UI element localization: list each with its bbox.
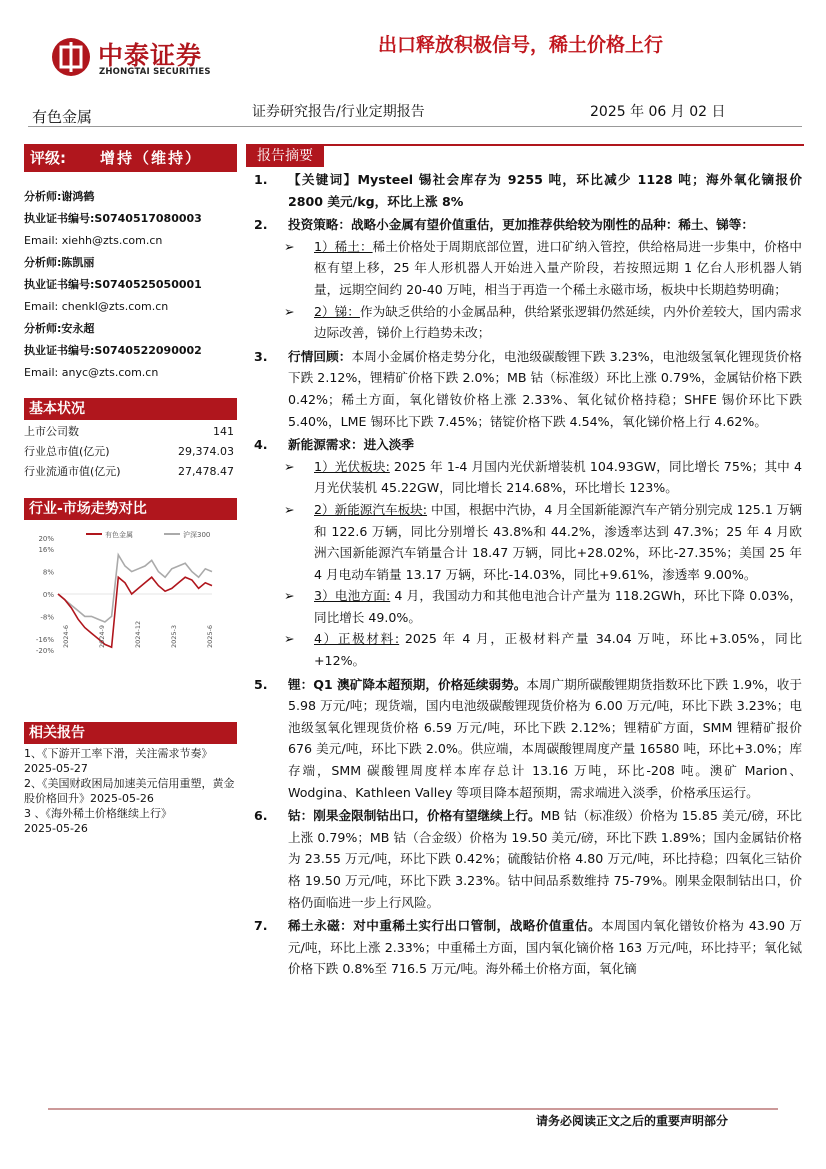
summary-item: 3. 行情回顾：本周小金属价格走势分化，电池级碳酸锂下跌 3.23%，电池级氢氧化锂现货价格下跌 2.12%，锂精矿价格下跌 2.0%；MB 钴（标准级）环比上涨 0.79%，金属钴价格下跌 0.42%；稀土方面，氧化镨钕价格上涨 2.33%、氧化铽价格持稳；SHFE 锡价环比下跌 5.40%，LME 锡环比下跌 7.45%；锗锭价格下跌 4.54%，氧化锑价格上行 4.62%。 bbox=[254, 348, 802, 429]
y-tick-label: 16% bbox=[38, 546, 54, 555]
sub-item: ➢ 2）锑：作为缺乏供给的小金属品种，供给紧张逻辑仍然延续，内外价差较大，国内需求边际改善，锑价上行趋势未改； bbox=[284, 301, 802, 344]
analyst-cert: 执业证书编号:S0740522090002 bbox=[24, 344, 202, 357]
list-item[interactable]: 2、《美国财政困局加速美元信用重塑，黄金股价格回升》2025-05-26 bbox=[24, 777, 235, 805]
analyst-email: Email: xiehh@zts.com.cn bbox=[24, 234, 163, 247]
table-row: 上市公司数 141 bbox=[24, 425, 234, 438]
summary-item: 2. 投资策略：战略小金属有望价值重估，更加推荐供给较为刚性的品种：稀土、锑等： bbox=[254, 214, 802, 236]
x-tick-label: 2025-3 bbox=[170, 624, 178, 648]
related-list bbox=[24, 746, 237, 836]
analyst-cert: 执业证书编号:S0740517080003 bbox=[24, 212, 202, 225]
y-tick-label: 20% bbox=[38, 535, 54, 543]
summary-header-line bbox=[246, 144, 804, 170]
table-row: 行业流通市值(亿元) 27,478.47 bbox=[24, 465, 234, 478]
summary-item: 7. 稀土永磁：对中重稀土实行出口管制，战略价值重估。本周国内氧化镨钕价格为 43.90 万元/吨，环比上涨 2.33%；中重稀土方面，国内氧化镝价格 163 万元/吨，环比持平；氧化铽价格下跌 0.8%至 716.5 万元/吨。海外稀土价格方面，氧化镝 bbox=[254, 918, 803, 977]
sub-item: ➢ 1）稀土：稀土价格处于周期底部位置，进口矿纳入管控，供给格局进一步集中，价格中枢有望上移，25 年人形机器人开始进入量产阶段，若按照远期 1 亿台人形机器人销量，远期空间约 20-40 万吨，相当于再造一个稀土永磁市场，板块中长期趋势明确； bbox=[284, 236, 802, 301]
sub-item: ➢ 3）电池方面: 4 月，我国动力和其他电池合计产量为 118.2GWh，环比下降 0.03%，同比增长 49.0%。 bbox=[284, 585, 802, 628]
keywords-text: 【关键词】Mysteel 锡社会库存为 9255 吨，环比减少 1128 吨；海外氧化镝报价 2800 美元/kg，环比上涨 8% bbox=[288, 172, 802, 209]
legend-label: 沪深300 bbox=[183, 531, 211, 539]
trend-title: 行业-市场走势对比 bbox=[24, 498, 237, 520]
trend-chart-svg bbox=[24, 530, 237, 680]
list-item[interactable]: 1、《下游开工率下滑，关注需求节奏》 bbox=[24, 747, 213, 760]
sidebar bbox=[24, 144, 237, 836]
header-divider bbox=[28, 126, 802, 127]
series-line bbox=[58, 555, 212, 622]
summary-body bbox=[254, 169, 802, 980]
basic-info-table bbox=[24, 422, 237, 482]
x-tick-label: 2024-12 bbox=[134, 620, 142, 648]
arrow-icon: ➢ bbox=[284, 458, 295, 474]
legend-label: 有色金属 bbox=[105, 531, 133, 539]
logo-subtext: ZHONGTAI SECURITIES bbox=[99, 67, 211, 77]
summary-tab: 报告摘要 bbox=[246, 145, 324, 167]
report-date: 2025 年 06 月 02 日 bbox=[590, 104, 726, 120]
y-tick-label: -16% bbox=[35, 635, 54, 644]
rating-label: 评级: bbox=[30, 149, 66, 167]
sector-label: 有色金属 bbox=[32, 108, 93, 126]
summary-item: 4. 新能源需求：进入淡季 bbox=[254, 437, 414, 453]
list-item[interactable]: 3 、《海外稀土价格继续上行》 bbox=[24, 807, 172, 820]
report-title: 出口释放积极信号，稀土价格上行 bbox=[378, 34, 664, 56]
sub-item: ➢ 2）新能源汽车板块: 中国，根据中汽协，4 月全国新能源汽车产销分别完成 125.1 万辆和 122.6 万辆，同比分别增长 43.8%和 44.2%，渗透率达到 47.3%；25 年 4 月欧洲六国新能源汽车销量合计 18.47 万辆，同比+28.02%，环比-27.35%；美国 25 年 4 月电动车销量 13.17 万辆，环比-14.03%，同比+9.61%，渗透率 9.00%。 bbox=[284, 499, 802, 585]
trend-chart bbox=[24, 530, 237, 680]
arrow-icon: ➢ bbox=[284, 588, 295, 604]
footer-divider bbox=[48, 1108, 778, 1110]
x-tick-label: 2025-6 bbox=[206, 624, 214, 648]
y-tick-label: 0% bbox=[42, 591, 54, 599]
summary-item: 5. 锂：Q1 澳矿降本超预期，价格延续弱势。本周广期所碳酸锂期货指数环比下跌 1.9%，收于 5.98 万元/吨；现货端，国内电池级碳酸锂现货价格为 6.00 万元/吨，环比下跌 3.23%；电池级氢氧化锂现货价格 6.59 万元/吨，环比下跌 2.12%；锂精矿方面，SMM 锂精矿报价 676 美元/吨，环比下跌 2.0%。供应端，本周碳酸锂周度产量 16580 吨，环比+3.0%；库存端，SMM 碳酸锂周度样本库存总计 13.16 万吨，环比-208 吨。澳矿 Marion、Wodgina、Kathleen Valley 等项目降本超预期，需求端进入淡季，价格承压运行。 bbox=[254, 676, 802, 800]
arrow-icon: ➢ bbox=[284, 631, 295, 647]
related-title: 相关报告 bbox=[24, 722, 237, 744]
basic-info-title: 基本状况 bbox=[24, 398, 237, 420]
analyst-email: Email: chenkl@zts.com.cn bbox=[24, 300, 169, 313]
summary-item: 6. 钴：刚果金限制钴出口，价格有望继续上行。MB 钴（标准级）价格为 15.85 美元/磅，环比上涨 0.79%；MB 钴（合金级）价格为 19.50 美元/磅，环比下跌 1.89%；国内金属钴价格为 23.55 万元/吨，环比下跌 0.42%；硫酸钴价格 4.80 万元/吨，环比持稳；四氧化三钴价格 19.50 万元/吨，环比下跌 3.23%。钴中间品系数维持 75-79%。刚果金限制钴出口，价格仍面临进一步上行风险。 bbox=[254, 808, 803, 910]
arrow-icon: ➢ bbox=[284, 501, 295, 517]
y-tick-label: 8% bbox=[42, 568, 54, 577]
summary-item: 1. 【关键词】Mysteel 锡社会库存为 9255 吨，环比减少 1128 吨；海外氧化镝报价 2800 美元/kg，环比上涨 8% bbox=[254, 169, 802, 212]
x-tick-label: 2024-6 bbox=[62, 624, 70, 648]
arrow-icon: ➢ bbox=[284, 238, 295, 254]
analyst-email: Email: anyc@zts.com.cn bbox=[24, 366, 159, 379]
analyst-name: 分析师:安永超 bbox=[24, 322, 95, 335]
footer-disclaimer: 请务必阅读正文之后的重要声明部分 bbox=[536, 1114, 729, 1128]
y-tick-label: -8% bbox=[40, 613, 54, 622]
analyst-list bbox=[24, 186, 237, 384]
sub-item: ➢ 4）正极材料: 2025 年 4 月，正极材料产量 34.04 万吨，环比+3.05%，同比+12%。 bbox=[284, 628, 802, 671]
analyst-cert: 执业证书编号:S0740525050001 bbox=[24, 278, 202, 291]
x-tick-label: 2024-9 bbox=[98, 624, 106, 648]
analyst-name: 分析师:陈凯丽 bbox=[24, 256, 95, 269]
sub-item: ➢ 1）光伏板块: 2025 年 1-4 月国内光伏新增装机 104.93GW，同比增长 75%；其中 4 月光伏装机 45.22GW，同比增长 214.68%，环比增长 123%。 bbox=[284, 456, 802, 499]
rating-bar bbox=[24, 144, 237, 172]
logo-icon bbox=[52, 38, 90, 76]
rating-value: 增持（维持） bbox=[100, 149, 203, 167]
list-item-date: 2025-05-27 bbox=[24, 762, 88, 775]
strategy-text: 投资策略：战略小金属有望价值重估，更加推荐供给较为刚性的品种：稀土、锑等： bbox=[288, 217, 754, 233]
y-tick-label: -20% bbox=[35, 647, 54, 655]
arrow-icon: ➢ bbox=[284, 303, 295, 319]
report-type: 证券研究报告/行业定期报告 bbox=[252, 104, 425, 120]
table-row: 行业总市值(亿元) 29,374.03 bbox=[24, 445, 234, 458]
list-item-date: 2025-05-26 bbox=[24, 822, 88, 835]
analyst-name: 分析师:谢鸿鹤 bbox=[24, 190, 95, 203]
logo-text: 中泰证券 bbox=[98, 41, 203, 70]
